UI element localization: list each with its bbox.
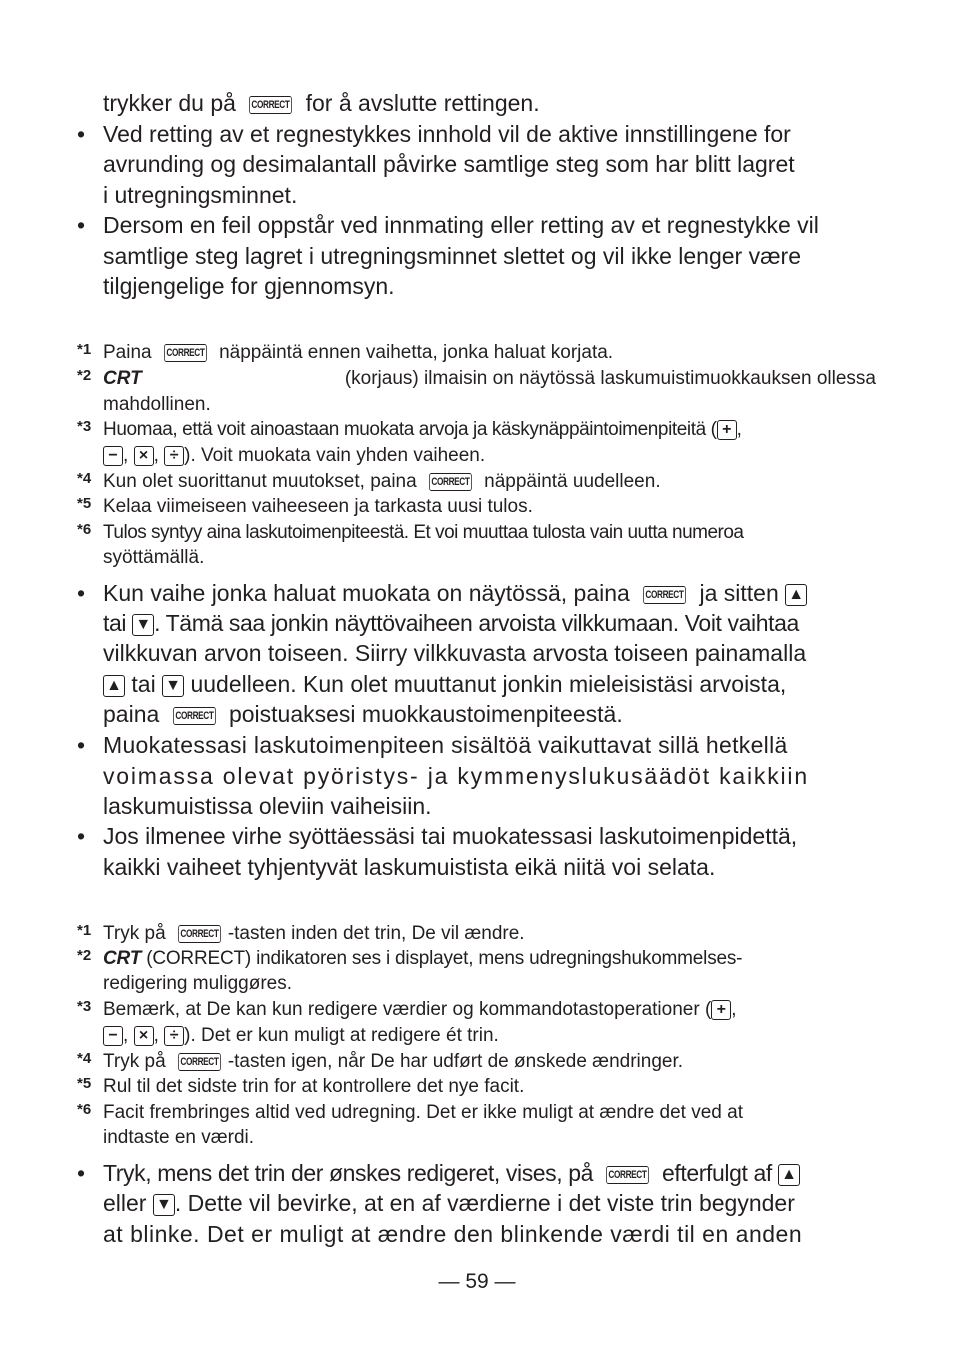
footnote-mark: *1 <box>77 922 92 939</box>
footnote-mark: *4 <box>77 1050 92 1067</box>
footnote-mark: *2 <box>77 947 92 964</box>
bullet: • <box>77 823 86 849</box>
bullet: • <box>77 121 86 147</box>
text-line: tai ▼ . Tämä saa jonkin näyttövaiheen arvoista vilkkumaan. Voit vaihtaa <box>103 610 799 636</box>
correct-key-icon: CORRECT <box>164 344 207 362</box>
bullet: • <box>77 580 86 606</box>
footnote-5: Rul til det sidste trin for at kontrollere det nye facit. <box>103 1076 525 1097</box>
bullet: • <box>77 732 86 758</box>
footnote-mark: *1 <box>77 341 92 358</box>
footnote-6-cont: indtaste en værdi. <box>103 1127 255 1148</box>
correct-key-icon: CORRECT <box>178 1053 221 1071</box>
footnote-2-cont: redigering muliggøres. <box>103 973 293 994</box>
multiply-key-icon: × <box>134 446 154 466</box>
bullet: • <box>77 212 86 238</box>
divide-key-icon: ÷ <box>164 446 184 466</box>
correct-key-icon: CORRECT <box>249 96 292 114</box>
text-line: trykker du på CORRECT for å avslutte rettingen. <box>103 90 540 116</box>
text-line: vilkkuvan arvon toiseen. Siirry vilkkuvasta arvosta toiseen painamalla <box>103 640 807 666</box>
multiply-key-icon: × <box>134 1026 154 1046</box>
text-line: tilgjengelige for gjennomsyn. <box>103 273 395 299</box>
text-line: laskumuistissa oleviin vaiheisiin. <box>103 793 432 819</box>
footnote-mark: *2 <box>77 367 92 384</box>
text-line: Jos ilmenee virhe syöttäessäsi tai muokatessasi laskutoimenpidettä, <box>103 823 798 849</box>
footnote-mark: *6 <box>77 1101 92 1118</box>
plus-key-icon: + <box>717 420 737 440</box>
divide-key-icon: ÷ <box>164 1026 184 1046</box>
text-line: eller ▼ . Dette vil bevirke, at en af værdierne i det viste trin begynder <box>103 1190 795 1216</box>
page-number: — 59 — <box>438 1270 516 1293</box>
bullet: • <box>77 1160 86 1186</box>
correct-key-icon: CORRECT <box>173 707 216 725</box>
footnote-mark: *5 <box>77 495 92 512</box>
correct-key-icon: CORRECT <box>429 473 472 491</box>
minus-key-icon: − <box>103 446 123 466</box>
text-line: Tryk, mens det trin der ønskes redigeret, vises, på CORRECT efterfulgt af ▲ <box>103 1160 800 1187</box>
text-line: voimassa olevat pyöristys- ja kymmenyslukusäädöt kaikkiin <box>103 763 809 789</box>
footnote-mark: *3 <box>77 998 92 1015</box>
footnote-3: Huomaa, että voit ainoastaan muokata arvoja ja käskynäppäintoimenpiteitä ( + , <box>103 419 742 440</box>
footnote-2-cont: mahdollinen. <box>103 394 211 415</box>
down-arrow-key-icon: ▼ <box>132 614 154 636</box>
footnote-4: Kun olet suorittanut muutokset, paina CORRECT näppäintä uudelleen. <box>103 471 661 492</box>
footnote-6-cont: syöttämällä. <box>103 547 205 568</box>
footnote-6: Tulos syntyy aina laskutoimenpiteestä. Et voi muuttaa tulosta vain uutta numeroa <box>103 522 744 543</box>
text-line: samtlige steg lagret i utregningsminnet slettet og vil ikke lenger være <box>103 243 802 269</box>
footnote-1: Tryk på CORRECT -tasten inden det trin, De vil ændre. <box>103 923 525 944</box>
text-line: kaikki vaiheet tyhjentyvät laskumuistista eikä niitä voi selata. <box>103 854 716 880</box>
text-line: Muokatessasi laskutoimenpiteen sisältöä vaikuttavat sillä hetkellä <box>103 732 788 758</box>
text-line: at blinke. Det er muligt at ændre den blinkende værdi til en anden <box>103 1221 803 1247</box>
minus-key-icon: − <box>103 1026 123 1046</box>
correct-key-icon: CORRECT <box>643 586 686 604</box>
footnote-4: Tryk på CORRECT -tasten igen, når De har udført de ønskede ændringer. <box>103 1051 684 1072</box>
down-arrow-key-icon: ▼ <box>162 675 184 697</box>
footnote-mark: *4 <box>77 470 92 487</box>
text-line: paina CORRECT poistuaksesi muokkaustoimenpiteestä. <box>103 701 623 727</box>
footnote-2: CRT (korjaus) ilmaisin on näytössä laskumuistimuokkauksen ollessa <box>103 368 876 389</box>
correct-key-icon: CORRECT <box>606 1166 649 1184</box>
footnote-5: Kelaa viimeiseen vaiheeseen ja tarkasta uusi tulos. <box>103 496 533 517</box>
footnote-3-cont: − , × , ÷ ). Det er kun muligt at redigere ét trin. <box>103 1025 499 1047</box>
footnote-mark: *3 <box>77 418 92 435</box>
up-arrow-key-icon: ▲ <box>103 675 125 697</box>
text-line: i utregningsminnet. <box>103 182 298 208</box>
down-arrow-key-icon: ▼ <box>153 1194 175 1216</box>
text-line: ▲ tai ▼ uudelleen. Kun olet muuttanut jonkin mieleisistäsi arvoista, <box>103 671 786 698</box>
plus-key-icon: + <box>711 1000 731 1020</box>
up-arrow-key-icon: ▲ <box>778 1164 800 1186</box>
footnote-6: Facit frembringes altid ved udregning. Det er ikke muligt at ændre det ved at <box>103 1102 743 1123</box>
correct-key-icon: CORRECT <box>178 925 221 943</box>
footnote-mark: *6 <box>77 521 92 538</box>
footnote-3-cont: − , × , ÷ ). Voit muokata vain yhden vaiheen. <box>103 445 485 467</box>
footnote-1: Paina CORRECT näppäintä ennen vaihetta, jonka haluat korjata. <box>103 342 614 363</box>
text-line: avrunding og desimalantall påvirke samtlige steg som har blitt lagret <box>103 151 795 177</box>
text-line: Dersom en feil oppstår ved innmating eller retting av et regnestykke vil <box>103 212 819 238</box>
text-line: Kun vaihe jonka haluat muokata on näytössä, paina CORRECT ja sitten ▲ <box>103 580 807 607</box>
text-line: Ved retting av et regnestykkes innhold vil de aktive innstillingene for <box>103 121 791 147</box>
footnote-3: Bemærk, at De kan kun redigere værdier og kommandotastoperationer ( + , <box>103 999 737 1020</box>
up-arrow-key-icon: ▲ <box>785 584 807 606</box>
footnote-mark: *5 <box>77 1075 92 1092</box>
footnote-2: CRT (CORRECT) indikatoren ses i displayet, mens udregningshukommelses- <box>103 948 743 969</box>
